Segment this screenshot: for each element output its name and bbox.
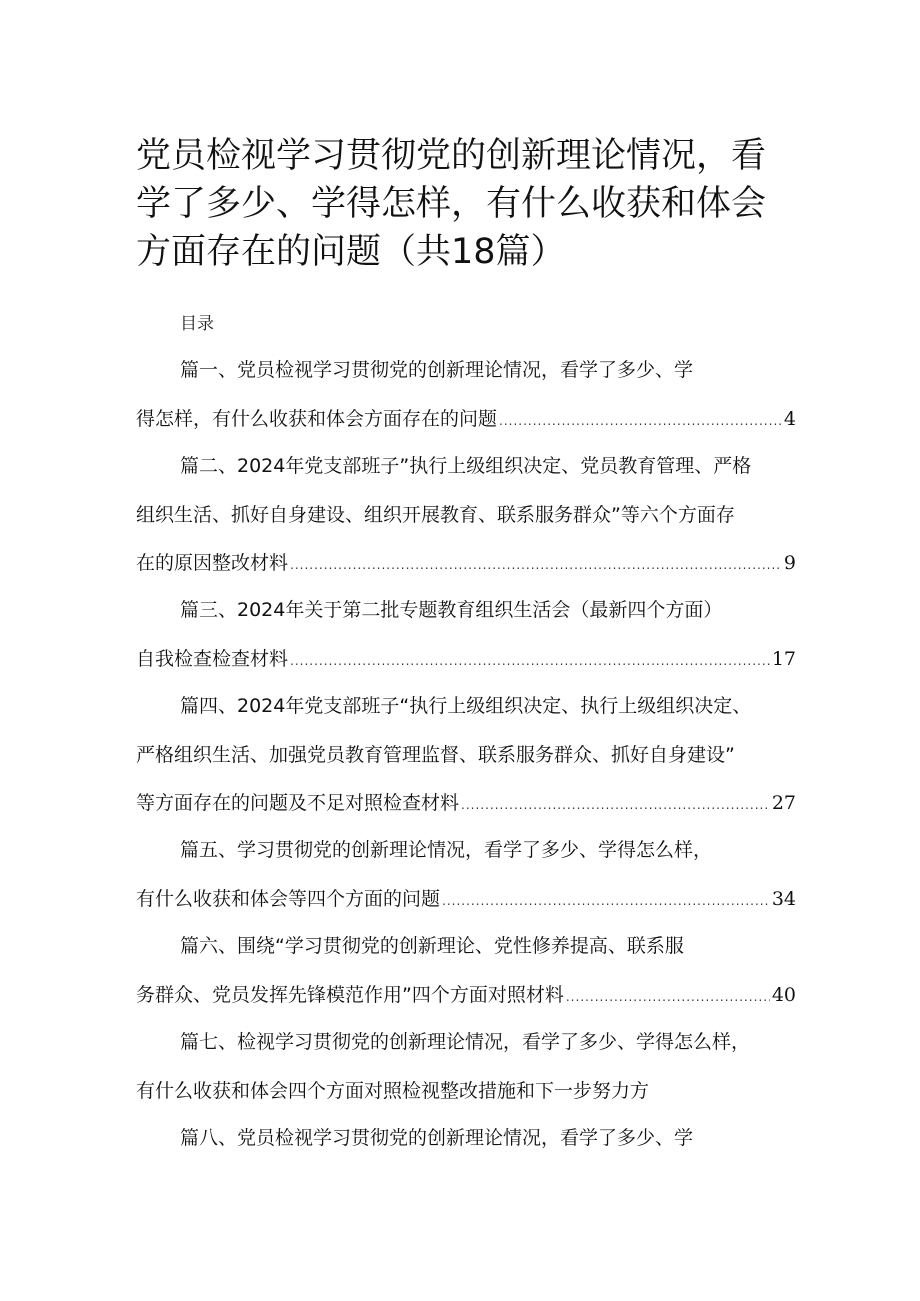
toc-entry[interactable]	[136, 682, 796, 828]
toc-entry-line	[136, 875, 796, 924]
toc-entry-text: 组织生活、抓好自身建设、组织开展教育、联系服务群众”等六个方面存	[136, 503, 735, 526]
toc-entry-text: 在的原因整改材料	[136, 552, 289, 574]
toc-dot-leader	[442, 877, 770, 926]
toc-entry-line	[136, 682, 796, 731]
toc-entry-line	[136, 395, 796, 444]
toc-entry[interactable]	[136, 1018, 796, 1115]
toc-entry-line	[136, 1114, 796, 1163]
toc-entry-line	[136, 971, 796, 1020]
toc-entry-line	[136, 779, 796, 828]
toc-entry-line	[136, 346, 796, 395]
toc-dot-leader	[461, 781, 770, 830]
toc-entry-text: 自我检查检查材料	[136, 647, 289, 670]
toc-entry-text: 篇三、2024年关于第二批专题教育组织生活会（最新四个方面）	[180, 599, 723, 621]
toc-page-number: 4	[783, 407, 796, 430]
toc-entry-text: 有什么收获和体会四个方面对照检视整改措施和下一步努力方	[136, 1079, 650, 1102]
toc-entry-text: 篇五、学习贯彻党的创新理论情况，看学了多少、学得怎么样，	[180, 839, 713, 861]
toc-entry[interactable]	[136, 346, 796, 443]
toc-page-number: 9	[783, 552, 796, 574]
toc-entry-text: 篇六、围绕“学习贯彻党的创新理论、党性修养提高、联系服	[180, 935, 684, 957]
toc-entry-line	[136, 539, 796, 588]
toc-entry-text: 篇八、党员检视学习贯彻党的创新理论情况，看学了多少、学	[180, 1127, 694, 1149]
toc-entry-line	[136, 826, 796, 875]
toc-entry-text: 务群众、党员发挥先锋模范作用”四个方面对照材料	[136, 983, 564, 1006]
toc-entry-text: 有什么收获和体会等四个方面的问题	[136, 887, 441, 910]
toc-entry-line	[136, 731, 796, 780]
toc-page-number: 17	[771, 647, 796, 670]
toc-entry[interactable]	[136, 586, 796, 683]
toc-dot-leader	[290, 637, 770, 686]
toc-entry-text: 严格组织生活、加强党员教育管理监督、联系服务群众、抓好自身建设”	[136, 743, 735, 766]
toc-entry-text: 得怎样，有什么收获和体会方面存在的问题	[136, 407, 498, 430]
document-title: 党员检视学习贯彻党的创新理论情况，看学了多少、学得怎样，有什么收获和体会方面存在的问题（共18篇）	[136, 136, 767, 272]
toc-entry-line	[136, 922, 796, 971]
toc-entry[interactable]	[136, 826, 796, 923]
toc-entry-text: 篇四、2024年党支部班子“执行上级组织决定、执行上级组织决定、	[180, 695, 752, 717]
toc-page-number: 40	[771, 983, 796, 1006]
toc-dot-leader	[290, 541, 782, 590]
toc-entry-text: 篇二、2024年党支部班子”执行上级组织决定、党员教育管理、严格	[180, 455, 752, 477]
toc-entry-line	[136, 491, 796, 540]
toc-heading: 目录	[180, 314, 214, 334]
toc-entry[interactable]	[136, 1114, 796, 1163]
toc-entry-text: 篇七、检视学习贯彻党的创新理论情况，看学了多少、学得怎么样，	[180, 1031, 751, 1053]
toc-entry-text: 等方面存在的问题及不足对照检查材料	[136, 792, 460, 814]
toc-entry-line	[136, 1067, 796, 1116]
toc-entry-line	[136, 635, 796, 684]
toc-entry[interactable]	[136, 442, 796, 588]
toc-entry-line	[136, 1018, 796, 1067]
toc-entry-text: 篇一、党员检视学习贯彻党的创新理论情况，看学了多少、学	[180, 359, 694, 381]
toc-entry-line	[136, 586, 796, 635]
toc-entry[interactable]	[136, 922, 796, 1019]
toc-dot-leader	[566, 973, 770, 1022]
toc-entry-line	[136, 442, 796, 491]
toc-page-number: 27	[771, 792, 796, 814]
toc-page-number: 34	[771, 887, 796, 910]
toc-dot-leader	[499, 397, 782, 446]
